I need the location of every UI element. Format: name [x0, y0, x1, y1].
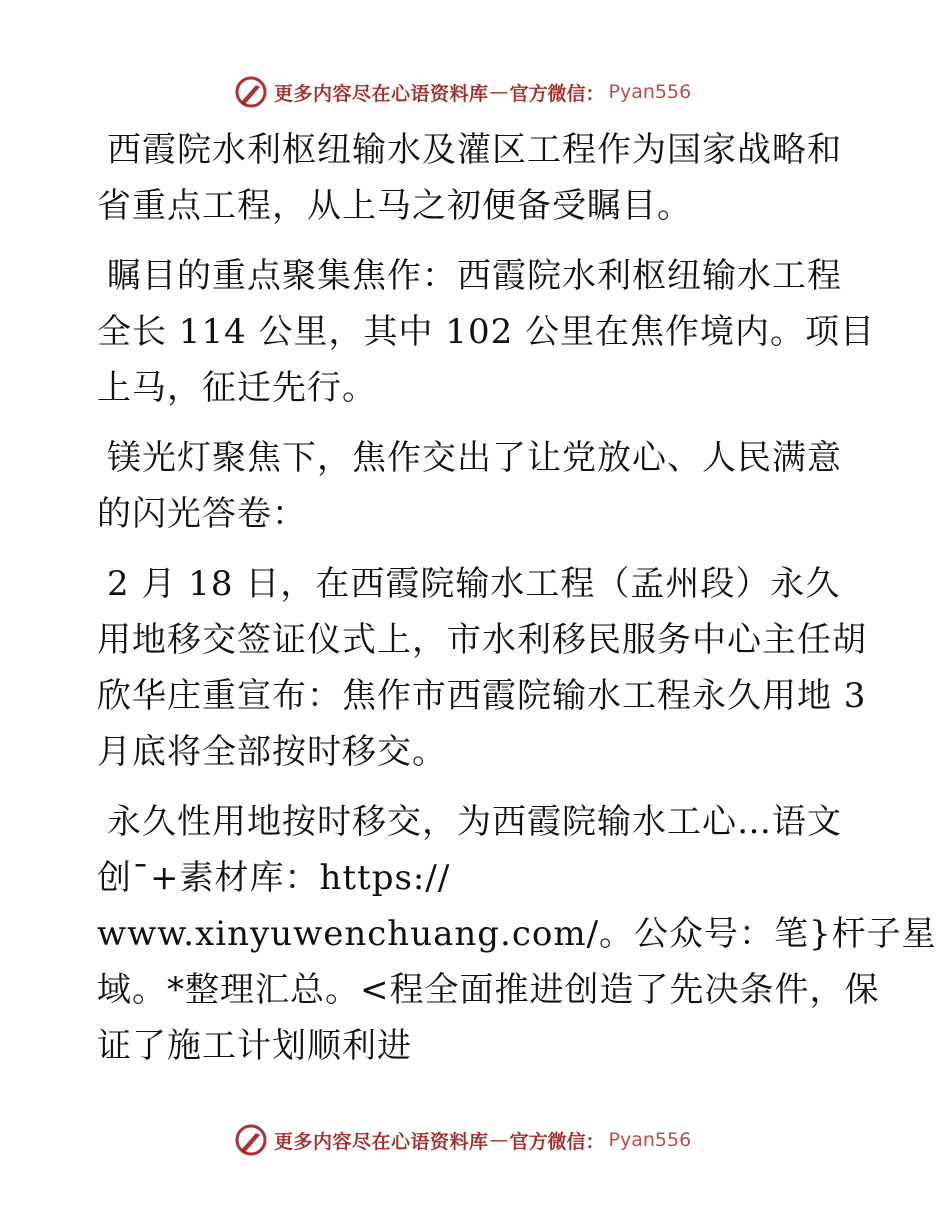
- text-line: 上马，征迁先行。: [97, 368, 377, 408]
- paragraph: [97, 794, 937, 1074]
- text-line: 镁光灯聚焦下，焦作交出了让党放心、人民满意: [107, 438, 842, 478]
- footer-watermark-banner: [234, 1120, 691, 1160]
- paragraph: [97, 430, 857, 542]
- banner-main-text: 更多内容尽在心语资料库: [274, 1130, 489, 1153]
- text-line: 证了施工计划顺利进: [97, 1026, 412, 1066]
- pen-logo-icon: [234, 1123, 268, 1157]
- text-line: 创¯+素材库：https://: [97, 858, 451, 898]
- pen-logo-icon: [234, 75, 268, 109]
- banner-main-text: 更多内容尽在心语资料库: [274, 82, 489, 105]
- paragraph: [97, 122, 857, 234]
- text-line: 瞩目的重点聚集焦作：西霞院水利枢纽输水工程: [107, 256, 842, 296]
- text-line: www.xinyuwenchuang.com/。公众号：笔}杆子星: [97, 914, 937, 954]
- text-line: 西霞院水利枢纽输水及灌区工程作为国家战略和: [107, 130, 842, 170]
- paragraph: [97, 556, 867, 780]
- text-line: 全长 114 公里，其中 102 公里在焦作境内。项目: [97, 312, 876, 352]
- banner-wechat-id: Pyan556: [608, 81, 692, 103]
- banner-wechat-id: Pyan556: [608, 1129, 692, 1151]
- paragraph: [97, 248, 876, 416]
- header-watermark-banner: [234, 72, 691, 112]
- text-line: 欣华庄重宣布：焦作市西霞院输水工程永久用地 3: [97, 676, 867, 716]
- document-body: [97, 122, 937, 1088]
- text-line: 永久性用地按时移交，为西霞院输水工心…语文: [107, 802, 842, 842]
- text-line: 用地移交签证仪式上，市水利移民服务中心主任胡: [97, 620, 867, 660]
- text-line: 省重点工程，从上马之初便备受瞩目。: [97, 186, 692, 226]
- text-line: 月底将全部按时移交。: [97, 732, 447, 772]
- banner-official-label: 官方微信：: [509, 1130, 605, 1153]
- banner-official-label: 官方微信：: [509, 82, 605, 105]
- banner-dash: —: [489, 81, 509, 103]
- text-line: 的闪光答卷：: [97, 494, 307, 534]
- banner-dash: —: [489, 1129, 509, 1151]
- text-line: 域。*整理汇总。<程全面推进创造了先决条件，保: [97, 970, 880, 1010]
- text-line: 2 月 18 日，在西霞院输水工程（孟州段）永久: [107, 564, 841, 604]
